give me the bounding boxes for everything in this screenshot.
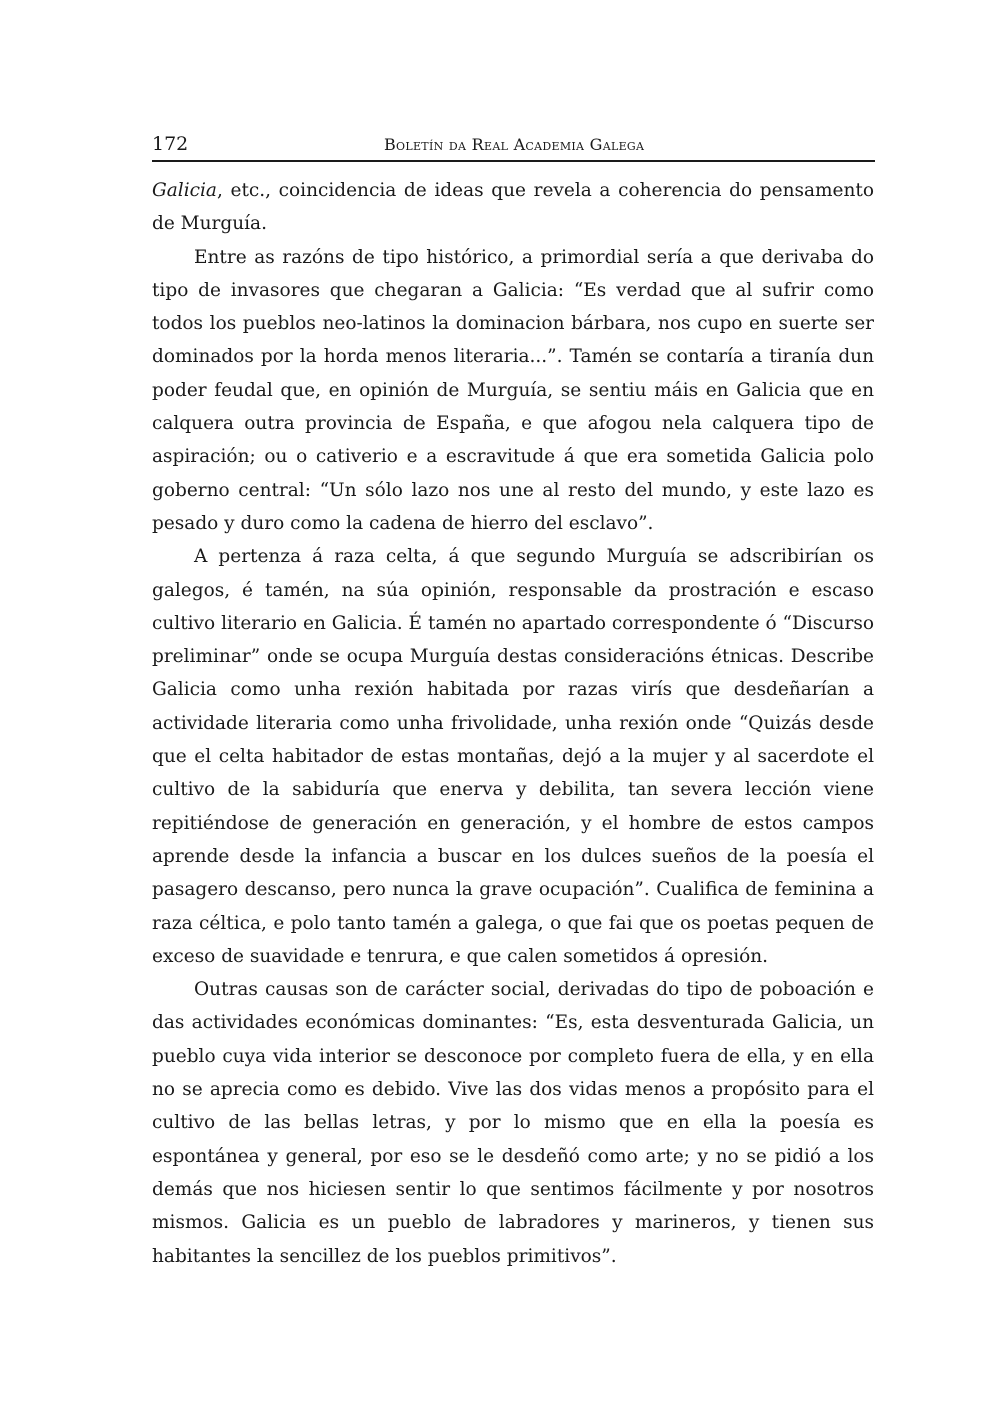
running-title: Boletín da Real Academia Galega [384, 135, 645, 154]
paragraph-1 [152, 174, 874, 241]
paragraph-4: Outras causas son de carácter social, derivadas do tipo de poboación e das actividades económicas dominantes: “Es, esta desventurada Galicia, un pueblo cuya vida interior se desconoce por completo fuera de ella, y en ella no se aprecia como es debido. Vive las dos vidas menos a propósito para el cultivo de las bellas letras, y por lo mismo que en ella la poesía es espontánea y general, por eso se le desdeñó como arte; y no se pidió a los demás que nos hiciesen sentir lo que sentimos fácilmente y por nosotros mismos. Galicia es un pueblo de labradores y marineros, y tienen sus habitantes la sencillez de los pueblos primitivos”. [152, 979, 874, 1267]
italic-term: Galicia [152, 180, 217, 201]
page-number: 172 [152, 133, 189, 155]
header-rule [152, 160, 875, 162]
paragraph-3: A pertenza á raza celta, á que segundo Murguía se adscribirían os galegos, é tamén, na súa opinión, responsable da prostración e escaso cultivo literario en Galicia. É tamén no apartado correspondente ó “Discurso preliminar” onde se ocupa Murguía destas consideracións étnicas. Describe Galicia como unha rexión habitada por razas virís que desdeñarían a actividade literaria como unha frivolidade, unha rexión onde “Quizás desde que el celta habitador de estas montañas, dejó a la mujer y al sacerdote el cultivo de la sabiduría que enerva y debilita, tan severa lección viene repitiéndose de generación en generación, y el hombre de estos campos aprende desde la infancia a buscar en los dulces sueños de la poesía el pasagero descanso, pero nunca la grave ocupación”. Cualifica de feminina a raza céltica, e polo tanto tamén a galega, o que fai que os poetas pequen de exceso de suavidade e tenrura, e que calen sometidos á opresión. [152, 546, 874, 967]
paragraph-2: Entre as razóns de tipo histórico, a primordial sería a que derivaba do tipo de invasores que chegaran a Galicia: “Es verdad que al sufrir como todos los pueblos neo-latinos la dominacion bárbara, nos cupo en suerte ser dominados por la horda menos literaria...”. Tamén se contaría a tiranía dun poder feudal que, en opinión de Murguía, se sentiu máis en Galicia que en calquera outra provincia de España, e que afogou nela calquera tipo de aspiración; ou o cativerio e a escravitude á que era sometida Galicia polo goberno central: “Un sólo lazo nos une al resto del mundo, y este lazo es pesado y duro como la cadena de hierro del esclavo”. [152, 246, 874, 534]
paragraph-1-text: , etc., coincidencia de ideas que revela a coherencia do pensamento de Murguía. [152, 180, 874, 235]
page-header [152, 132, 875, 160]
body-text [152, 174, 874, 1273]
